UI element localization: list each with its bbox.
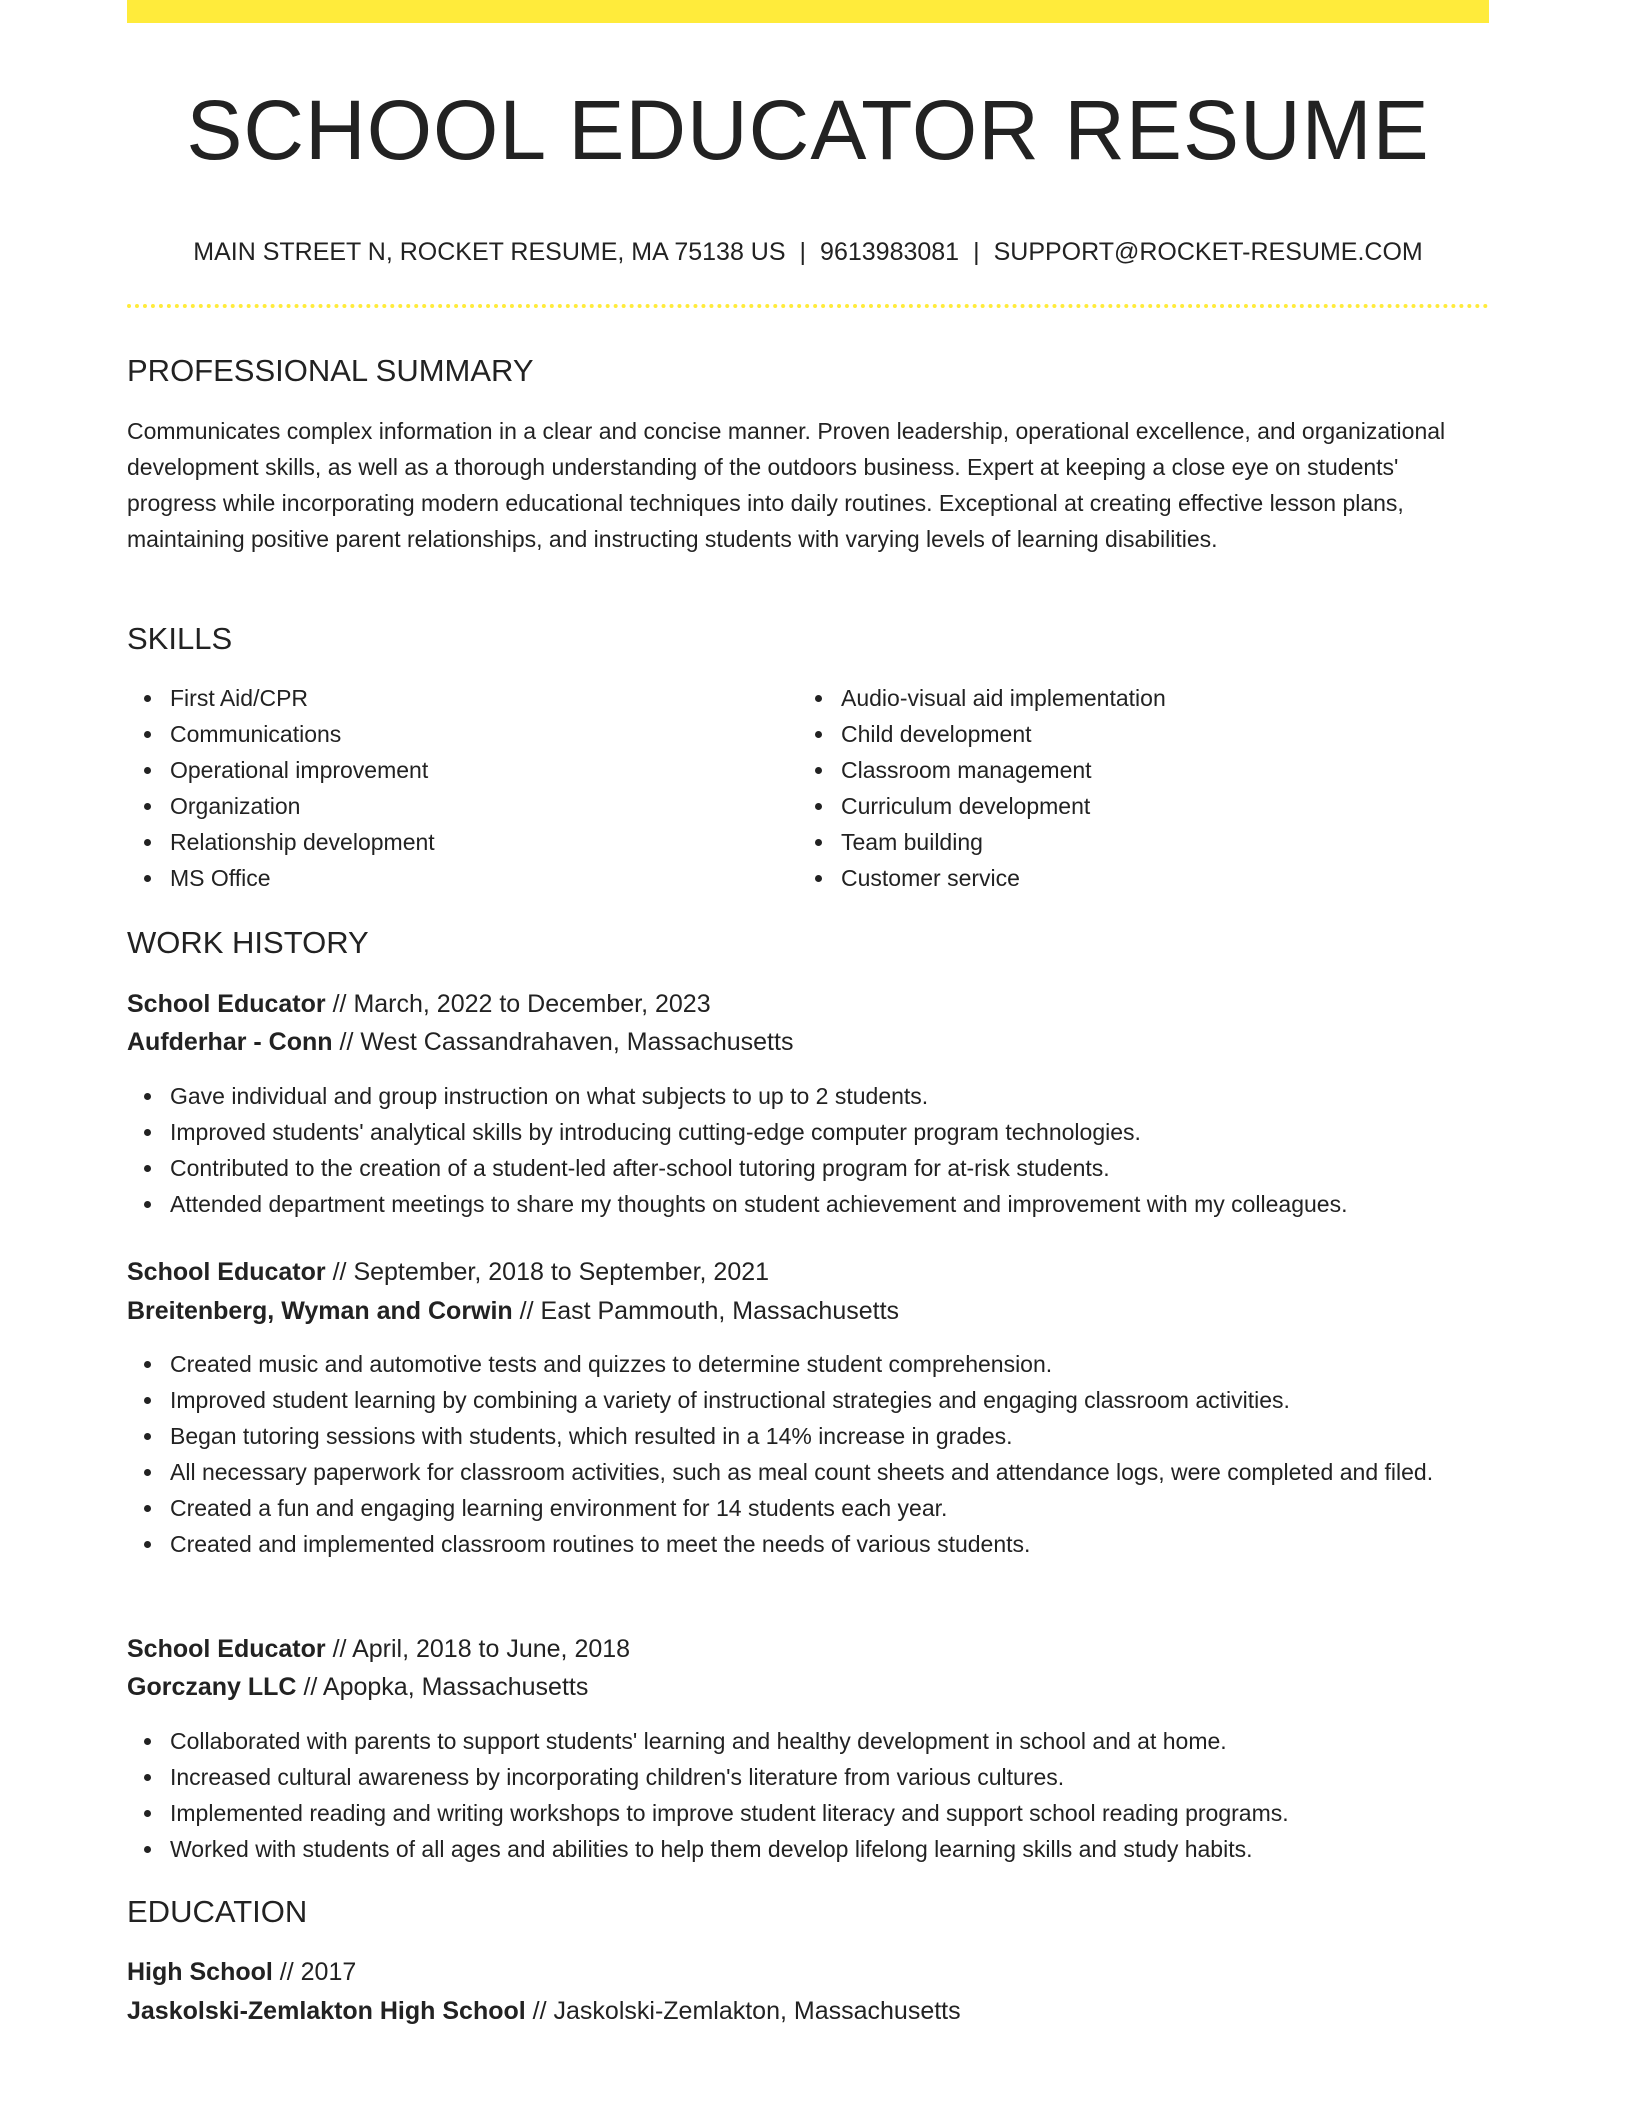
skill-item: Relationship development	[170, 824, 790, 860]
contact-phone: 9613983081	[820, 238, 960, 266]
skill-item: Customer service	[841, 860, 1521, 896]
job-dates: April, 2018 to June, 2018	[352, 1635, 631, 1663]
skills-heading: SKILLS	[127, 621, 233, 656]
contact-address: MAIN STREET N, ROCKET RESUME, MA 75138 US	[193, 238, 786, 266]
job-divider: //	[339, 1028, 354, 1056]
job-bullet: Increased cultural awareness by incorporating children's literature from various cultures.	[170, 1759, 1489, 1795]
job-bullet: Contributed to the creation of a student-led after-school tutoring program for at-risk students.	[170, 1150, 1489, 1186]
job-bullet: Implemented reading and writing workshops to improve student literacy and support school reading programs.	[170, 1795, 1489, 1831]
job-bullet: Began tutoring sessions with students, which resulted in a 14% increase in grades.	[170, 1418, 1489, 1454]
skills-list-left	[127, 680, 790, 896]
job-company: Breitenberg, Wyman and Corwin	[127, 1297, 513, 1325]
header-divider	[127, 304, 1489, 308]
job-divider: //	[332, 990, 347, 1018]
contact-separator: |	[799, 238, 807, 266]
skill-item: First Aid/CPR	[170, 680, 790, 716]
job-company-line	[127, 1292, 899, 1330]
job-dates: March, 2022 to December, 2023	[353, 990, 711, 1018]
job-divider: //	[332, 1635, 347, 1663]
summary-text: Communicates complex information in a clear and concise manner. Proven leadership, operational excellence, and organizational development skills, as well as a thorough understanding of the outdoors business. Expert at keeping a close eye on students' progress while incorporating modern educational techniques into daily routines. Exceptional at creating effective lesson plans, maintaining positive parent relationships, and instructing students with varying levels of learning disabilities.	[127, 418, 1446, 552]
education-divider: //	[279, 1958, 294, 1986]
job-bullet: Attended department meetings to share my thoughts on student achievement and improvement with my colleagues.	[170, 1186, 1489, 1222]
job-divider: //	[332, 1258, 347, 1286]
education-location: Jaskolski-Zemlakton, Massachusetts	[553, 1997, 961, 2025]
job-divider: //	[303, 1673, 318, 1701]
education-divider: //	[532, 1997, 547, 2025]
job-company-line	[127, 1668, 588, 1706]
contact-separator: |	[973, 238, 980, 266]
job-bullet: Worked with students of all ages and abilities to help them develop lifelong learning skills and study habits.	[170, 1831, 1489, 1867]
summary-heading: PROFESSIONAL SUMMARY	[127, 353, 534, 388]
skill-item: Communications	[170, 716, 790, 752]
skill-item: Organization	[170, 788, 790, 824]
job-bullets	[127, 1078, 1489, 1222]
contact-email: SUPPORT@ROCKET-RESUME.COM	[993, 238, 1423, 266]
skill-item: Team building	[841, 824, 1521, 860]
job-title-line	[127, 1630, 630, 1668]
job-bullet: Gave individual and group instruction on what subjects to up to 2 students.	[170, 1078, 1489, 1114]
education-degree-line	[127, 1953, 356, 1991]
job-divider: //	[519, 1297, 534, 1325]
job-company: Aufderhar - Conn	[127, 1028, 333, 1056]
education-school-line	[127, 1992, 961, 2030]
skill-item: Audio-visual aid implementation	[841, 680, 1521, 716]
skill-item: MS Office	[170, 860, 790, 896]
job-company: Gorczany LLC	[127, 1673, 297, 1701]
accent-top-bar	[127, 0, 1489, 23]
education-heading: EDUCATION	[127, 1894, 308, 1929]
skill-item: Curriculum development	[841, 788, 1521, 824]
job-location: Apopka, Massachusetts	[322, 1673, 589, 1701]
skill-item: Child development	[841, 716, 1521, 752]
skill-item: Classroom management	[841, 752, 1521, 788]
job-role: School Educator	[127, 990, 326, 1018]
job-role: School Educator	[127, 1258, 326, 1286]
resume-title: SCHOOL EDUCATOR RESUME	[186, 83, 1430, 177]
job-location: East Pammouth, Massachusetts	[540, 1297, 900, 1325]
contact-line	[127, 234, 1489, 270]
job-bullet: Created music and automotive tests and quizzes to determine student comprehension.	[170, 1346, 1489, 1382]
job-bullet: Improved students' analytical skills by introducing cutting-edge computer program technologies.	[170, 1114, 1489, 1150]
education-school: Jaskolski-Zemlakton High School	[127, 1997, 526, 2025]
job-bullet: Created and implemented classroom routines to meet the needs of various students.	[170, 1526, 1489, 1562]
job-bullets	[127, 1723, 1489, 1867]
job-bullets	[127, 1346, 1489, 1562]
skills-list-right	[798, 680, 1521, 896]
job-title-line	[127, 985, 711, 1023]
education-degree: High School	[127, 1958, 273, 1986]
job-bullet: Improved student learning by combining a variety of instructional strategies and engaging classroom activities.	[170, 1382, 1489, 1418]
work-history-heading: WORK HISTORY	[127, 925, 369, 960]
job-bullet: Collaborated with parents to support students' learning and healthy development in school and at home.	[170, 1723, 1489, 1759]
job-bullet: Created a fun and engaging learning environment for 14 students each year.	[170, 1490, 1489, 1526]
job-bullet: All necessary paperwork for classroom activities, such as meal count sheets and attendance logs, were completed and filed.	[170, 1454, 1489, 1490]
education-year: 2017	[300, 1958, 357, 1986]
job-company-line	[127, 1023, 793, 1061]
job-location: West Cassandrahaven, Massachusetts	[360, 1028, 794, 1056]
job-role: School Educator	[127, 1635, 326, 1663]
job-title-line	[127, 1253, 769, 1291]
skill-item: Operational improvement	[170, 752, 790, 788]
job-dates: September, 2018 to September, 2021	[353, 1258, 770, 1286]
